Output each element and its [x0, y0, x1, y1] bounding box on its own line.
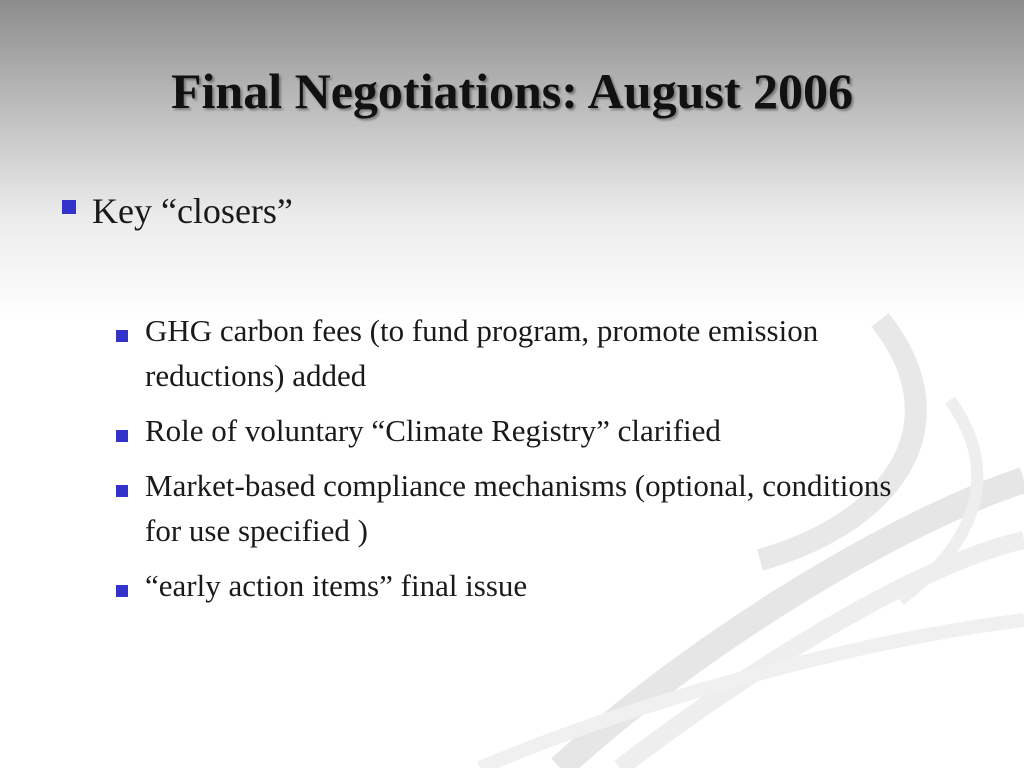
- sub-bullet: [116, 563, 916, 608]
- sub-bullet: [116, 408, 916, 453]
- sub-bullet-text: Role of voluntary “Climate Registry” clarified: [145, 413, 721, 448]
- bullet-square-icon: [116, 430, 128, 442]
- sub-bullet-text: GHG carbon fees (to fund program, promote emission reductions) added: [145, 313, 819, 393]
- sub-bullet-list: [116, 308, 916, 618]
- sub-bullet-text: Market-based compliance mechanisms (optional, conditions for use specified ): [145, 468, 892, 548]
- bullet-square-icon: [62, 200, 76, 214]
- bullet-text: Key “closers”: [92, 191, 293, 231]
- bullet-square-icon: [116, 585, 128, 597]
- sub-bullet: [116, 308, 916, 398]
- slide-title: Final Negotiations: August 2006: [170, 63, 853, 119]
- bullet-square-icon: [116, 485, 128, 497]
- sub-bullet: [116, 463, 916, 553]
- sub-bullet-text: “early action items” final issue: [145, 568, 528, 603]
- bullet-square-icon: [116, 330, 128, 342]
- bullet-key-closers: [62, 190, 293, 232]
